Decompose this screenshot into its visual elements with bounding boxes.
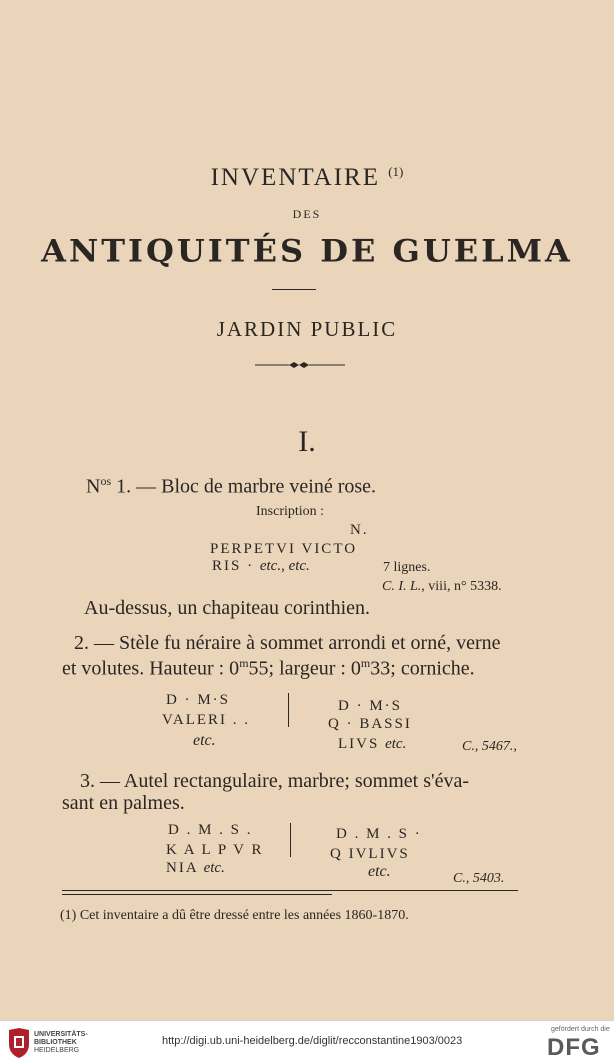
item1-heading: $N^{os}$ 1. — Bloc de marbre veiné rose. [86, 474, 377, 498]
inscription-right-line: D . M . S · [336, 826, 422, 842]
cil-reference: C., 5403. [453, 871, 505, 886]
inscription-left-line: etc. [193, 732, 216, 749]
viewer-footer [0, 1020, 614, 1064]
inscription-left-line: K A L P V R [166, 842, 264, 858]
title-des: DES [292, 207, 322, 221]
inscription-right-line: LIVS etc. [338, 736, 407, 752]
column-divider [288, 693, 289, 727]
footnote-reference[interactable]: (1) [388, 164, 404, 179]
item3-line: sant en palmes. [62, 792, 185, 814]
inscription-left-line: D . M . S . [168, 822, 253, 838]
item2-line: 2. — Stèle fu néraire à sommet arrondi et orné, verne [74, 632, 501, 654]
footnote: (1) Cet inventaire a dû être dressé entre les années 1860-1870. [60, 908, 409, 923]
inscription-right-line: Q · BASSI [328, 716, 412, 732]
chapter-number: I. [298, 425, 316, 458]
footnote-rule [62, 890, 518, 891]
item2-line: et volutes. Hauteur : 0$^m$55; largeur : 0$^m$33; corniche. [62, 656, 475, 680]
ornament-divider [255, 359, 345, 371]
inscription-line: PERPETVI VICTO [210, 541, 358, 557]
document-url-link[interactable]: http://digi.ub.uni-heidelberg.de/diglit/recconstantine1903/0023 [162, 1035, 463, 1047]
section-title: JARDIN PUBLIC [216, 317, 398, 341]
inscription-left-line: VALERI . . [162, 712, 251, 728]
institution-name[interactable]: UNIVERSITÄTS- BIBLIOTHEK HEIDELBERG [34, 1031, 88, 1054]
university-logo-icon[interactable] [6, 1028, 32, 1058]
line-count: 7 lignes. [383, 560, 431, 575]
funding-note: gefördert durch die [551, 1026, 610, 1033]
main-subtitle: ANTIQUITÉS DE GUELMA [41, 232, 573, 270]
footnote-rule-short [62, 894, 332, 895]
page-title: INVENTAIRE $^{(1)}$ [210, 164, 404, 191]
inscription-line: RIS · etc., etc. [212, 558, 310, 574]
inscription-left-line: D · M·S [166, 692, 231, 708]
inscription-right-line: D · M·S [338, 698, 403, 714]
cil-reference: C., 5467., [462, 739, 517, 754]
item1-note: Au-dessus, un chapiteau corinthien. [84, 597, 371, 619]
inscription-right-line: etc. [368, 863, 391, 880]
column-divider [290, 823, 291, 857]
inscription-line: N. [350, 522, 369, 538]
item3-line: 3. — Autel rectangulaire, marbre; sommet s'éva- [80, 770, 470, 792]
dfg-logo[interactable]: DFG [547, 1034, 601, 1061]
inscription-right-line: Q IVLIVS [330, 846, 410, 862]
title-rule [272, 289, 316, 290]
cil-reference: C. I. L., viii, n° 5338. [382, 579, 502, 594]
inscription-label: Inscription : [256, 504, 325, 519]
inscription-left-line: NIA etc. [166, 860, 225, 876]
